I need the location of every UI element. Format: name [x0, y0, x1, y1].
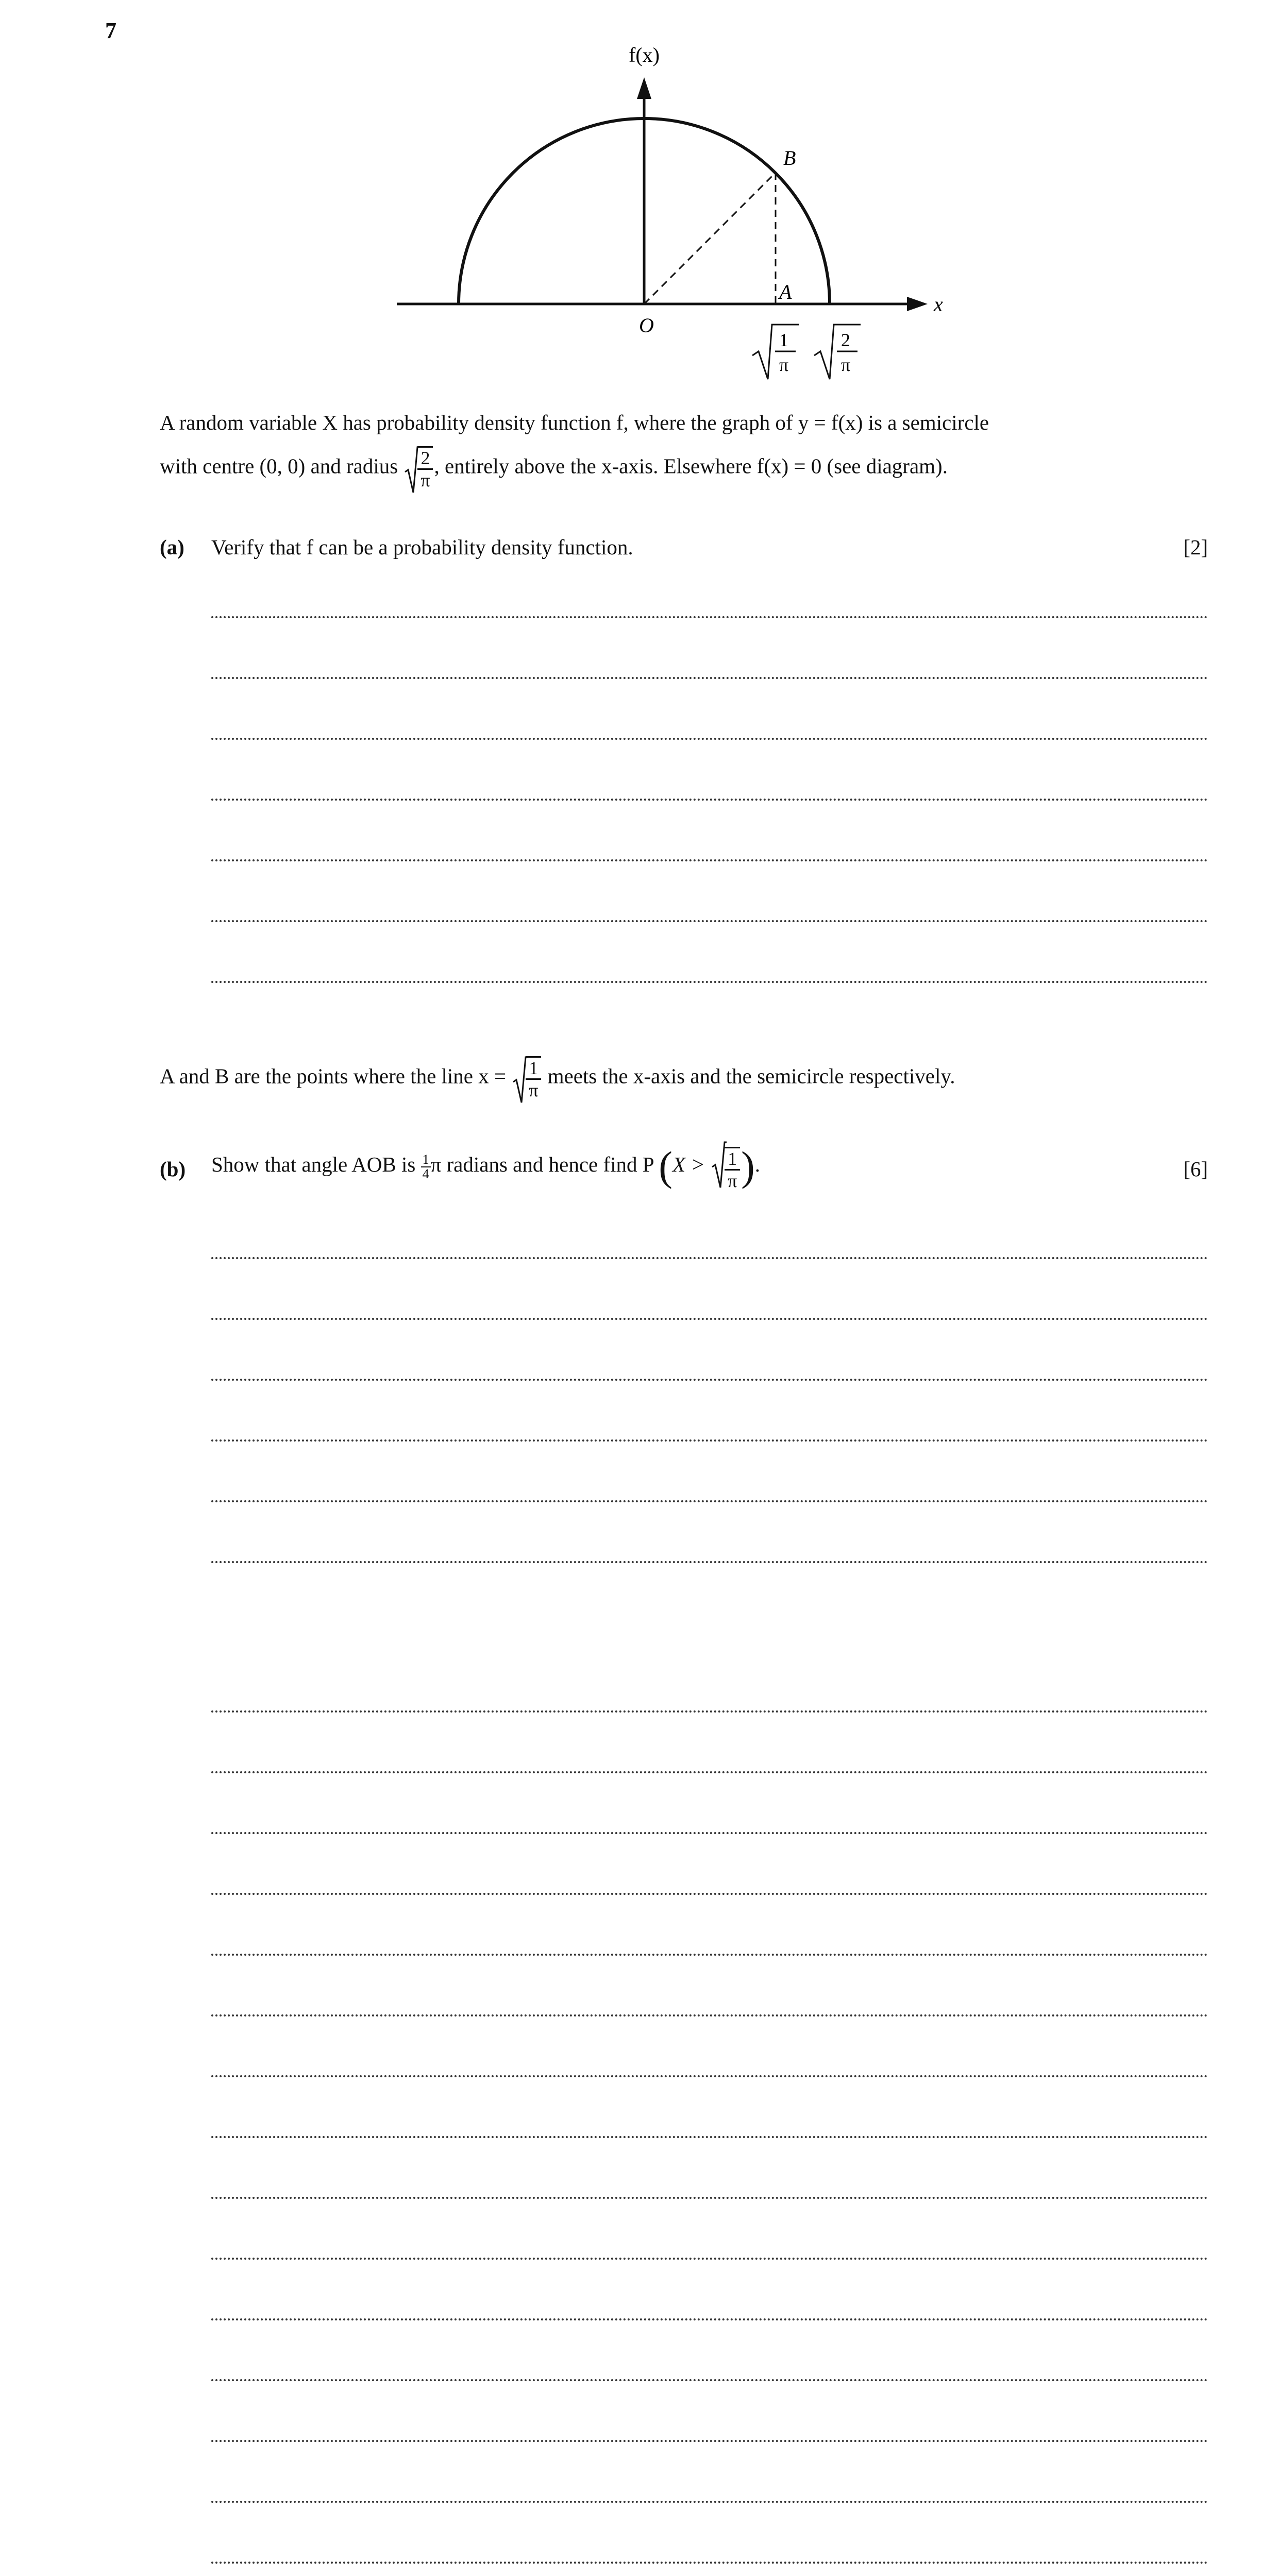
part-b-text: Show that angle AOB is $\frac{1}{4}$ π radians and hence find P (X > $\frac{1}{\pi}$ ). — [211, 1139, 760, 1193]
y-axis-arrow — [637, 77, 651, 99]
x-axis-arrow — [907, 297, 928, 311]
tick-2-denominator: π — [841, 354, 851, 375]
line-x-denominator: π — [529, 1080, 539, 1100]
tick-label-sqrt-1-over-pi — [752, 325, 799, 379]
answer-line[interactable] — [211, 1318, 1208, 1320]
part-a-text: Verify that f can be a probability density function. — [211, 535, 633, 559]
answer-line[interactable] — [211, 1561, 1208, 1563]
answer-line[interactable] — [211, 2197, 1208, 2199]
answer-line[interactable] — [211, 1832, 1208, 1834]
answer-line[interactable] — [211, 1439, 1208, 1442]
part-b-end: . — [754, 1153, 761, 1176]
answer-line[interactable] — [211, 2318, 1208, 2320]
probability-sqrt — [711, 1141, 740, 1193]
radius-sqrt — [404, 446, 433, 490]
x-axis-label: x — [934, 293, 943, 316]
answer-line[interactable] — [211, 2014, 1208, 2016]
answer-line[interactable] — [211, 1257, 1208, 1259]
answer-line[interactable] — [211, 920, 1208, 922]
origin-label: O — [639, 314, 654, 337]
intro-line-1: A random variable X has probability density function f, where the graph of y = f(x) is a semicircle — [160, 411, 989, 434]
answer-line[interactable] — [211, 2379, 1208, 2381]
tick-label-sqrt-2-over-pi — [814, 325, 861, 379]
answer-line[interactable] — [211, 799, 1208, 801]
answer-line[interactable] — [211, 2258, 1208, 2260]
answer-line[interactable] — [211, 738, 1208, 740]
answer-line[interactable] — [211, 2136, 1208, 2138]
intro-line-2-after: , entirely above the x-axis. Elsewhere f(x) = 0 (see diagram). — [434, 454, 948, 478]
line-x-numerator: 1 — [526, 1058, 541, 1080]
ab-before: A and B are the points where the line x = — [160, 1064, 507, 1088]
answer-line[interactable] — [211, 981, 1208, 983]
answer-line[interactable] — [211, 2075, 1208, 2077]
semicircle-diagram — [392, 36, 959, 386]
question-number: 7 — [105, 18, 116, 43]
tick-2-numerator: 2 — [841, 330, 850, 350]
probability-inner: X > — [672, 1153, 705, 1176]
answer-line[interactable] — [211, 1710, 1208, 1713]
radius-numerator: 2 — [417, 448, 433, 470]
probability-numerator: 1 — [725, 1148, 740, 1171]
tick-1-numerator: 1 — [779, 330, 788, 350]
ab-statement — [160, 1056, 955, 1100]
point-a-label: A — [779, 280, 792, 303]
part-b-before: Show that angle AOB is — [211, 1153, 416, 1176]
answer-line[interactable] — [211, 859, 1208, 861]
quarter-fraction: $\frac{1}{4}$ — [421, 1153, 431, 1181]
segment-ob — [644, 173, 776, 304]
answer-line[interactable] — [211, 677, 1208, 679]
answer-line[interactable] — [211, 2440, 1208, 2442]
part-b-label: (b) — [160, 1157, 186, 1181]
ab-after: meets the x-axis and the semicircle respectively. — [547, 1064, 955, 1088]
answer-line[interactable] — [211, 1379, 1208, 1381]
answer-line[interactable] — [211, 1954, 1208, 1956]
y-axis-label: f(x) — [629, 43, 660, 66]
part-a-marks: [2] — [1183, 535, 1208, 559]
answer-line[interactable] — [211, 1500, 1208, 1502]
answer-line[interactable] — [211, 616, 1208, 618]
tick-1-denominator: π — [779, 354, 789, 375]
part-b-marks: [6] — [1183, 1157, 1208, 1181]
answer-line[interactable] — [211, 2562, 1208, 2564]
intro-line-2 — [160, 446, 948, 490]
point-b-label: B — [783, 146, 796, 170]
part-a-label: (a) — [160, 535, 184, 559]
answer-line[interactable] — [211, 1771, 1208, 1773]
answer-line[interactable] — [211, 1893, 1208, 1895]
answer-line[interactable] — [211, 2501, 1208, 2503]
line-x-sqrt — [512, 1056, 541, 1100]
part-b-mid: π radians and hence find P — [430, 1153, 654, 1176]
probability-denominator: π — [728, 1171, 737, 1192]
radius-denominator: π — [421, 470, 430, 490]
intro-line-2-before: with centre (0, 0) and radius — [160, 454, 398, 478]
